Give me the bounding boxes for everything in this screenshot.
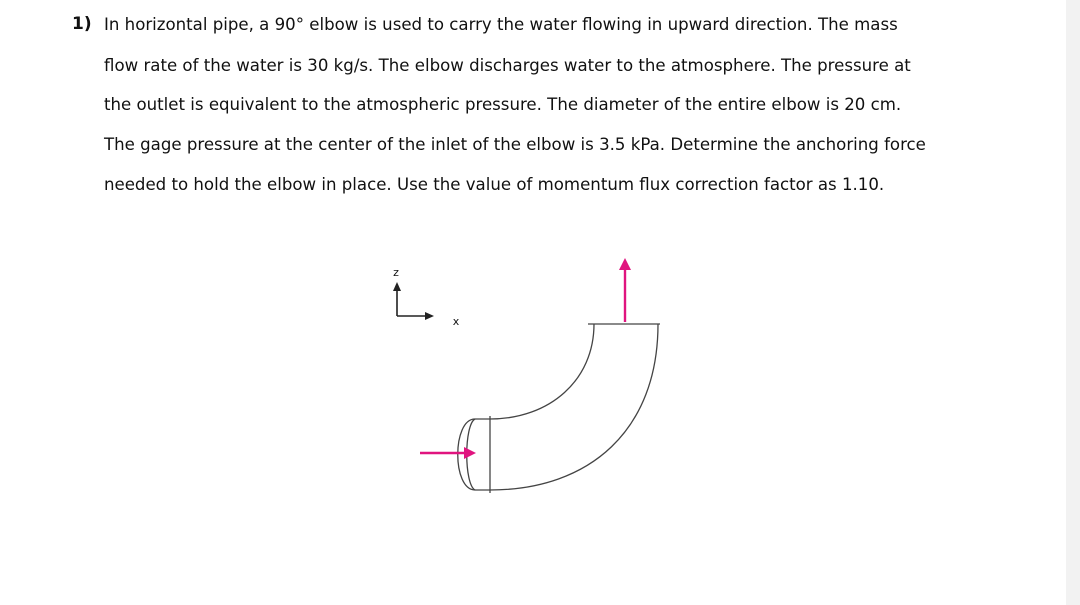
- elbow-outer-wall: [475, 324, 658, 490]
- axis-x-arrowhead: [425, 312, 434, 320]
- problem-number: 1): [72, 14, 92, 34]
- problem-text-line-5: needed to hold the elbow in place. Use the value of momentum flux correction factor as 1.10.: [104, 175, 885, 194]
- axis-x-label: x: [452, 315, 460, 328]
- problem-text-line-3: the outlet is equivalent to the atmospheric pressure. The diameter of the entire elbow is 20 cm.: [104, 95, 902, 114]
- flow-arrows: [420, 258, 631, 459]
- elbow-pipe: [458, 324, 660, 493]
- problem-text-line-2: flow rate of the water is 30 kg/s. The elbow discharges water to the atmosphere. The pressure at: [104, 56, 911, 75]
- coordinate-axes: [393, 266, 460, 328]
- elbow-figure: [380, 250, 700, 510]
- axis-z-arrowhead: [393, 282, 401, 291]
- problem-text-line-1: In horizontal pipe, a 90° elbow is used to carry the water flowing in upward direction. The mass: [104, 15, 898, 34]
- elbow-inner-wall: [475, 324, 594, 419]
- inlet-flow-arrowhead: [464, 447, 476, 459]
- axis-z-label: z: [393, 266, 399, 279]
- problem-text-line-4: The gage pressure at the center of the inlet of the elbow is 3.5 kPa. Determine the anchoring force: [104, 135, 926, 154]
- outlet-flow-arrowhead: [619, 258, 631, 270]
